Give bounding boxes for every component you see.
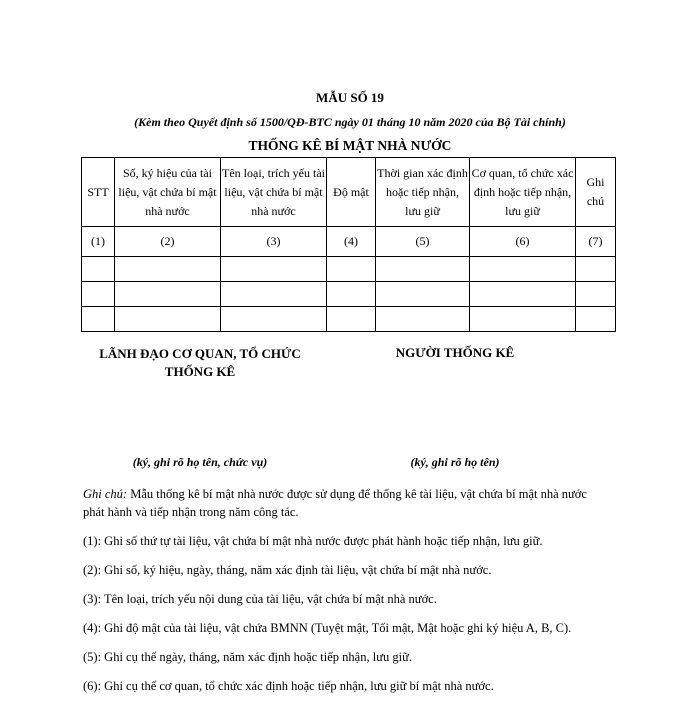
empty-cell [327,282,376,307]
header-cell: Cơ quan, tổ chức xác định hoặc tiếp nhận, lưu giữ [470,158,576,227]
empty-cell [221,282,327,307]
table-row [82,307,616,332]
note-item: (6): Ghi cụ thể cơ quan, tổ chức xác định hoặc tiếp nhận, lưu giữ bí mật nhà nước. [83,679,494,693]
header-cell: Tên loại, trích yếu tài liệu, vật chứa bí mật nhà nước [221,158,327,227]
empty-cell [221,307,327,332]
empty-cell [82,307,115,332]
note-item: (5): Ghi cụ thể ngày, tháng, năm xác định hoặc tiếp nhận, lưu giữ. [83,650,412,664]
column-number-cell: (1) [82,227,115,257]
column-number-row [82,227,616,257]
notes-section [83,485,608,706]
form-number: MẪU SỐ 19 [316,90,384,105]
secret-statistics-table [81,157,616,332]
empty-cell [576,257,616,282]
note-item: (1): Ghi số thứ tự tài liệu, vật chứa bí mật nhà nước được phát hành hoặc tiếp nhận, lưu giữ. [83,534,543,548]
empty-cell [376,257,470,282]
decision-reference: (Kèm theo Quyết định số 1500/QĐ-BTC ngày 01 tháng 10 năm 2020 của Bộ Tài chính) [134,115,566,129]
column-number-cell: (3) [221,227,327,257]
note-item: (4): Ghi độ mật của tài liệu, vật chứa BMNN (Tuyệt mật, Tối mật, Mật hoặc ghi ký hiệu A, B, C). [83,621,572,635]
empty-cell [470,282,576,307]
empty-cell [470,257,576,282]
empty-cell [576,307,616,332]
table-row [82,257,616,282]
empty-cell [115,307,221,332]
empty-cell [576,282,616,307]
table-row [82,282,616,307]
empty-cell [82,282,115,307]
signer-right-hint: (ký, ghi rõ họ tên) [410,455,500,469]
empty-cell [327,307,376,332]
empty-cell [82,257,115,282]
note-item: (2): Ghi số, ký hiệu, ngày, tháng, năm xác định tài liệu, vật chứa bí mật nhà nước. [83,563,492,577]
notes-intro [83,485,608,521]
signer-left-hint: (ký, ghi rõ họ tên, chức vụ) [132,455,268,469]
column-number-cell: (5) [376,227,470,257]
signer-left-title: LÃNH ĐẠO CƠ QUAN, TỔ CHỨC THỐNG KÊ [99,346,301,379]
empty-cell [470,307,576,332]
header-cell: Thời gian xác định hoặc tiếp nhận, lưu giữ [376,158,470,227]
document-title: THỐNG KÊ BÍ MẬT NHÀ NƯỚC [248,138,452,153]
empty-cell [376,282,470,307]
empty-cell [327,257,376,282]
header-cell: Ghi chú [576,158,616,227]
empty-cell [115,257,221,282]
column-number-cell: (2) [115,227,221,257]
header-cell: STT [82,158,115,227]
signer-right-title: NGƯỜI THỐNG KÊ [395,345,515,360]
notes-label: Ghi chú: [83,487,128,501]
header-cell: Độ mật [327,158,376,227]
column-number-cell: (4) [327,227,376,257]
column-number-cell: (6) [470,227,576,257]
empty-cell [115,282,221,307]
notes-intro-text: Mẫu thống kê bí mật nhà nước được sử dụng để thống kê tài liệu, vật chứa bí mật nhà nước phát hành và tiếp nhận trong năm công tác. [83,487,587,519]
header-cell: Số, ký hiệu của tài liệu, vật chứa bí mật nhà nước [115,158,221,227]
note-item: (3): Tên loại, trích yếu nội dung của tài liệu, vật chứa bí mật nhà nước. [83,592,437,606]
empty-cell [376,307,470,332]
table-header-row [82,158,616,227]
empty-cell [221,257,327,282]
column-number-cell: (7) [576,227,616,257]
